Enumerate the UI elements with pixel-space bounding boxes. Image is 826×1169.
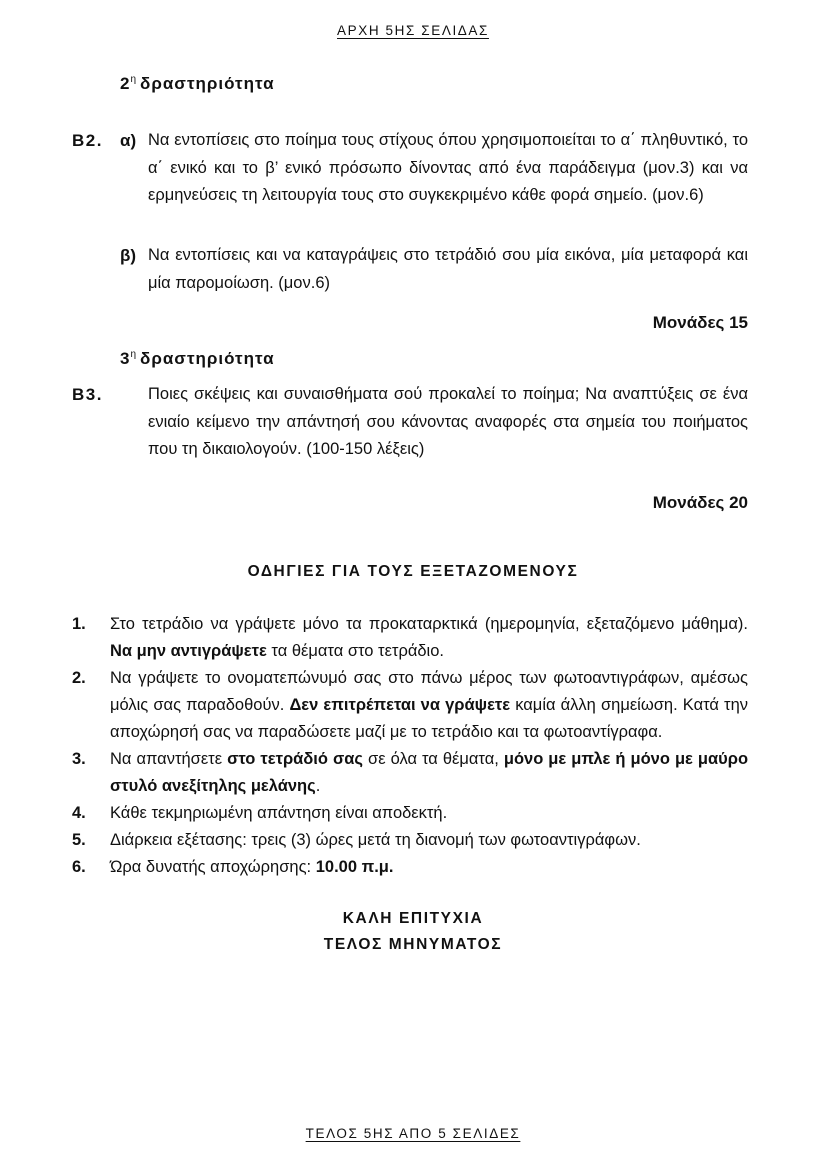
activity-2-title bbox=[120, 74, 275, 94]
activity-ordinal: η bbox=[130, 74, 137, 86]
activity-number: 3 bbox=[120, 349, 131, 368]
question-b2a-label: α) bbox=[120, 131, 137, 150]
page-header: ΑΡΧΗ 5ΗΣ ΣΕΛΙΔΑΣ bbox=[337, 23, 489, 38]
instruction-number: 5. bbox=[72, 831, 86, 849]
instruction-text bbox=[110, 746, 748, 800]
instruction-fragment: καμία άλλη σημείωση. Κατά την αποχώρησή σας να παραδώσετε μαζί με το τετράδιο και τα φωτοαντίγραφα. bbox=[110, 696, 748, 741]
instruction-fragment: Στο τετράδιο να γράψετε μόνο τα προκαταρκτικά (ημερομηνία, εξεταζόμενο μάθημα). bbox=[110, 615, 748, 633]
instruction-text bbox=[110, 827, 748, 854]
instruction-fragment: Να απαντήσετε bbox=[110, 750, 228, 768]
instruction-text bbox=[110, 665, 748, 746]
activity-3-title bbox=[120, 349, 275, 369]
instruction-emphasis: μόνο με μπλε ή μόνο με μαύρο στυλό ανεξίτηλης μελάνης bbox=[110, 750, 749, 795]
instruction-fragment: τα θέματα στο τετράδιο. bbox=[266, 642, 444, 660]
question-b3-label: Β3. bbox=[72, 385, 103, 404]
page-footer: ΤΕΛΟΣ 5ΗΣ ΑΠΟ 5 ΣΕΛΙΔΕΣ bbox=[305, 1126, 521, 1141]
closing-end-message: ΤΕΛΟΣ ΜΗΝΥΜΑΤΟΣ bbox=[323, 936, 503, 953]
activity-ordinal: η bbox=[130, 349, 137, 361]
question-b2b-text: Να εντοπίσεις και να καταγράψεις στο τετράδιό σου μία εικόνα, μία μεταφορά και μία παρομοίωση. (μον.6) bbox=[148, 246, 748, 292]
question-b2-label: Β2. bbox=[72, 131, 103, 150]
instruction-fragment: σε όλα τα θέματα, bbox=[363, 750, 504, 768]
instruction-text bbox=[110, 800, 748, 827]
b2-points: Μονάδες 15 bbox=[652, 313, 748, 332]
instruction-item bbox=[72, 854, 748, 881]
instruction-item bbox=[72, 746, 748, 800]
instruction-fragment: Ώρα δυνατής αποχώρησης: bbox=[110, 858, 316, 876]
instruction-number: 2. bbox=[72, 669, 86, 687]
instruction-text bbox=[110, 611, 748, 665]
question-b2b-label: β) bbox=[120, 246, 137, 265]
activity-number: 2 bbox=[120, 74, 131, 93]
instruction-fragment: Να γράψετε το ονοματεπώνυμό σας στο πάνω μέρος των φωτοαντιγράφων, αμέσως μόλις σας παραδοθούν. bbox=[110, 669, 748, 714]
closing-good-luck: ΚΑΛΗ ΕΠΙΤΥΧΙΑ bbox=[342, 910, 484, 927]
instruction-item bbox=[72, 800, 748, 827]
instruction-item bbox=[72, 665, 748, 746]
instruction-emphasis: Να μην αντιγράψετε bbox=[110, 642, 267, 660]
question-b2a-text: Να εντοπίσεις στο ποίημα τους στίχους όπου χρησιμοποιείται το α΄ πληθυντικό, το α΄ ενικό και το β’ ενικό πρόσωπο δίνοντας από ένα παράδειγμα (μον.3) και να ερμηνεύσεις τη λειτουργία τους στο συγκεκριμένο κάθε φορά σημείο. (μον.6) bbox=[148, 131, 748, 204]
b3-points: Μονάδες 20 bbox=[652, 493, 748, 512]
instruction-emphasis: στο τετράδιό σας bbox=[227, 750, 363, 768]
instruction-number: 1. bbox=[72, 615, 86, 633]
instructions-list bbox=[72, 611, 748, 881]
instruction-item bbox=[72, 611, 748, 665]
instructions-title: ΟΔΗΓΙΕΣ ΓΙΑ ΤΟΥΣ ΕΞΕΤΑΖΟΜΕΝΟΥΣ bbox=[247, 563, 579, 580]
instruction-item bbox=[72, 827, 748, 854]
instruction-text bbox=[110, 854, 748, 881]
activity-label: δραστηριότητα bbox=[140, 74, 275, 93]
activity-label: δραστηριότητα bbox=[140, 349, 275, 368]
instruction-number: 3. bbox=[72, 750, 86, 768]
question-b3-text: Ποιες σκέψεις και συναισθήματα σού προκαλεί το ποίημα; Να αναπτύξεις σε ένα ενιαίο κείμενο την απάντησή σου κάνοντας αναφορές στα σημεία του ποιήματος που τη δικαιολογούν. (100-150 λέξεις) bbox=[148, 385, 748, 458]
instruction-number: 6. bbox=[72, 858, 86, 876]
instruction-fragment: Διάρκεια εξέτασης: τρεις (3) ώρες μετά τη διανομή των φωτοαντιγράφων. bbox=[110, 831, 641, 849]
instruction-number: 4. bbox=[72, 804, 86, 822]
instruction-fragment: Κάθε τεκμηριωμένη απάντηση είναι αποδεκτή. bbox=[110, 804, 448, 822]
instruction-emphasis: 10.00 π.μ. bbox=[315, 858, 394, 876]
instruction-emphasis: Δεν επιτρέπεται να γράψετε bbox=[289, 696, 511, 714]
instruction-fragment: . bbox=[315, 777, 321, 795]
closing-block bbox=[0, 906, 826, 958]
